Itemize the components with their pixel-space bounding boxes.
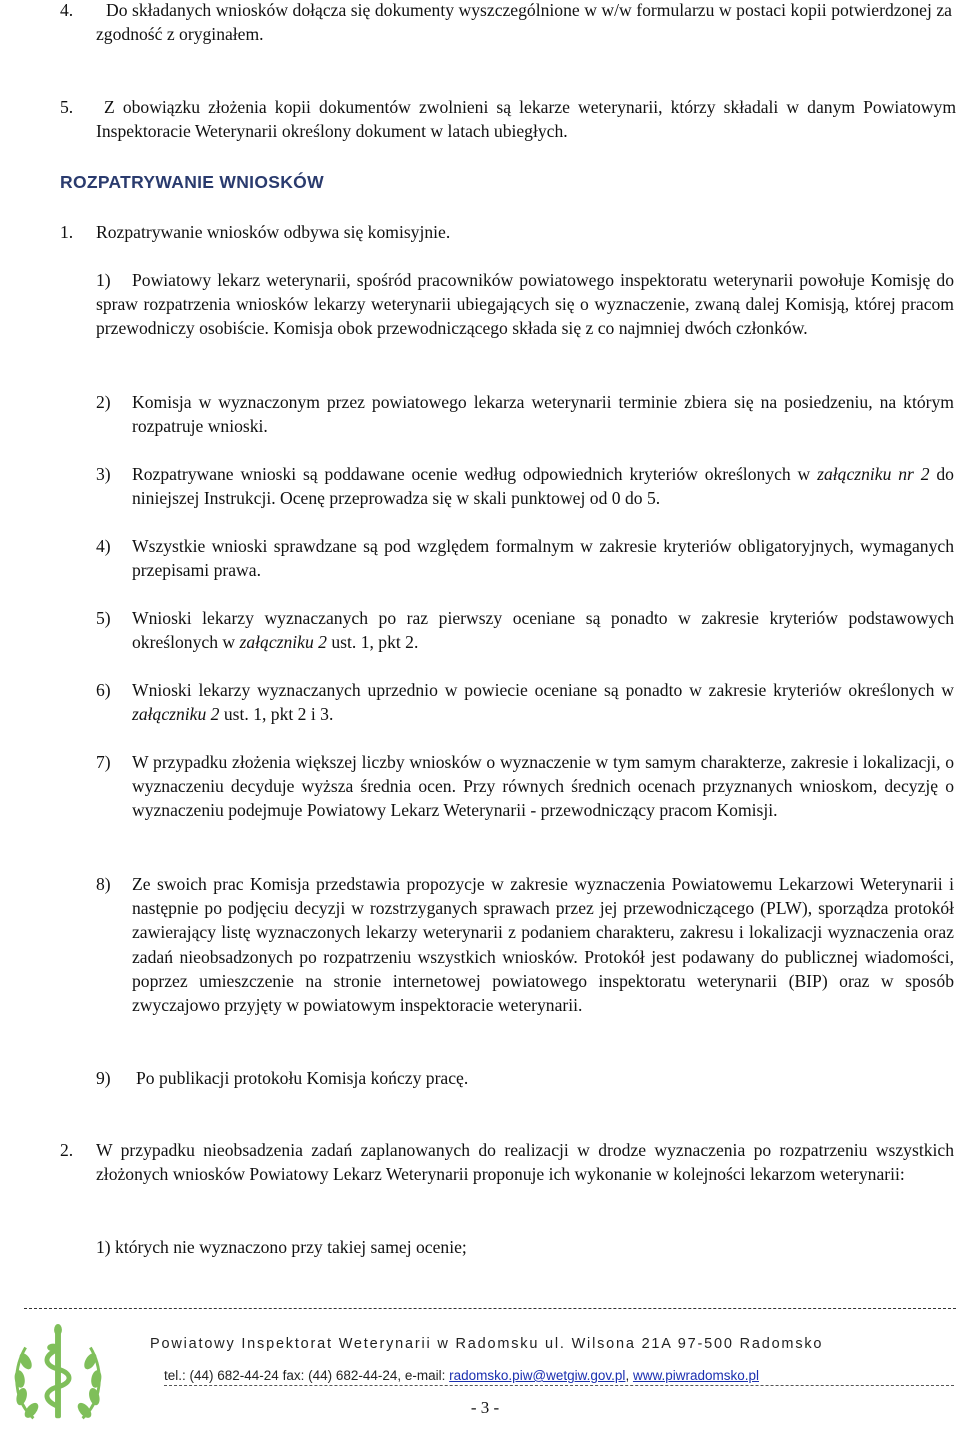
subitem-5-number: 5) <box>96 608 111 628</box>
footer-contact <box>164 1368 759 1383</box>
subitem-6-text <box>132 678 954 726</box>
subitem-3-part-a: Rozpatrywane wnioski są poddawane ocenie według odpowiednich kryteriów określonych w <box>132 464 818 484</box>
subitem-5-reference: załączniku 2 <box>239 632 327 653</box>
subitem-7-number: 7) <box>96 752 111 772</box>
item-5-text: Z obowiązku złożenia kopii dokumentów zwolnieni są lekarze weterynarii, którzy składali w danym Powiatowym Inspektoracie Weterynarii określony dokument w latach ubiegłych. <box>96 97 956 142</box>
footer-divider <box>24 1308 956 1309</box>
footer-phone-fax: tel.: (44) 682-44-24 fax: (44) 682-44-24, e-mail: <box>164 1368 450 1383</box>
section-2-number: 2. <box>60 1140 74 1160</box>
footer-separator: , <box>625 1368 633 1383</box>
section-2-text: W przypadku nieobsadzenia zadań zaplanowanych do realizacji w drodze wyznaczenia po rozpatrzeniu wszystkich złożonych wniosków Powiatowy Lekarz Weterynarii proponuje ich wykonanie w kolejności lekarzom weterynarii: <box>96 1140 954 1185</box>
item-4-text: Do składanych wniosków dołącza się dokumenty wyszczególnione w w/w formularzu w postaci kopii potwierdzonej za zgodność z oryginałem. <box>96 0 952 45</box>
subitem-8-text: Ze swoich prac Komisja przedstawia propozycje w zakresie wyznaczenia Powiatowemu Lekarzowi Weterynarii i następnie po podjęciu decyzji w rozstrzyganych sprawach przez jej przewodniczącego (PLW), sporządza protokół zawierający listę wyznaczonych lekarzy weterynarii z podaniem charakteru, zakresu i lokalizacji wyznaczenia oraz zadań nieobsadzonych po rozpatrzeniu wszystkich wniosków. Protokół jest podawany do publicznej wiadomości, poprzez umieszczenie na stronie internetowej powiatowego inspektoratu weterynarii (BIP) oraz w sposób zwyczajowo przyjęty w powiatowym inspektoracie weterynarii. <box>132 874 954 1016</box>
footer-website-link[interactable]: www.piwradomsko.pl <box>632 1368 759 1383</box>
subitem-2-number: 2) <box>96 392 111 412</box>
subitem-3-reference: załączniku nr 2 <box>817 464 930 484</box>
page-number: - 3 - <box>470 1398 500 1417</box>
subitem-6-part-a: Wnioski lekarzy wyznaczanych uprzednio w powiecie oceniane są ponadto w zakresie kryteriów określonych w <box>132 680 954 700</box>
section-2-subitem-1: 1) których nie wyznaczono przy takiej samej ocenie; <box>96 1237 467 1257</box>
footer-address: Powiatowy Inspektorat Weterynarii w Radomsku ul. Wilsona 21A 97-500 Radomsko <box>150 1336 824 1352</box>
footer-email-link[interactable]: radomsko.piw@wetgiw.gov.pl <box>449 1368 626 1383</box>
subitem-8-number: 8) <box>96 874 111 894</box>
section-1-text: Rozpatrywanie wniosków odbywa się komisyjnie. <box>96 222 451 242</box>
subitem-4-number: 4) <box>96 536 111 556</box>
subitem-3-part-b: do niniejszej Instrukcji. Ocenę przeprowadza się w skali punktowej od 0 do 5. <box>132 464 954 509</box>
item-5-number: 5. <box>60 97 74 117</box>
subitem-4-text: Wszystkie wnioski sprawdzane są pod względem formalnym w zakresie kryteriów obligatoryjnych, wymaganych przepisami prawa. <box>132 536 954 581</box>
subitem-1-number: 1) <box>96 270 111 290</box>
subitem-6-reference: załączniku 2 <box>132 704 220 725</box>
subitem-3-number: 3) <box>96 464 111 484</box>
subitem-9-number: 9) <box>96 1068 111 1088</box>
subitem-6-number: 6) <box>96 680 111 700</box>
section-1-number: 1. <box>60 222 74 242</box>
subitem-1-text: Powiatowy lekarz weterynarii, spośród pracowników powiatowego inspektoratu weterynarii powołuje Komisję do spraw rozpatrzenia wniosków lekarzy weterynarii ubiegających się o wyznaczenie, zwaną dalej Komisją, której pracom przewodniczy osobiście. Komisja obok przewodniczącego składa się z co najmniej dwóch członków. <box>96 270 954 339</box>
footer-underline <box>164 1385 954 1386</box>
subitem-3-text <box>132 462 954 510</box>
subitem-2-text: Komisja w wyznaczonym przez powiatowego lekarza weterynarii terminie zbiera się na posiedzeniu, na którym rozpatruje wnioski. <box>132 392 954 437</box>
subitem-5-part-b: ust. 1, pkt 2. <box>326 632 419 653</box>
section-heading: ROZPATRYWANIE WNIOSKÓW <box>60 172 324 192</box>
subitem-7-text: W przypadku złożenia większej liczby wniosków o wyznaczenie w tym samym charakterze, zakresie i lokalizacji, o wyznaczeniu decyduje wyższa średnia ocen. Przy równych średnich ocenach przyznanych wnioskom, decyzję o wyznaczeniu podejmuje Powiatowy Lekarz Weterynarii - przewodniczący pracom Komisji. <box>132 752 954 821</box>
subitem-5-text <box>132 606 954 654</box>
subitem-9-text: Po publikacji protokołu Komisja kończy pracę. <box>136 1068 469 1088</box>
item-4-number: 4. <box>60 0 74 20</box>
subitem-6-part-b: ust. 1, pkt 2 i 3. <box>219 704 334 725</box>
subitem-5-part-a: Wnioski lekarzy wyznaczanych po raz pierwszy oceniane są ponadto w zakresie kryteriów podstawowych określonych w <box>132 608 954 653</box>
